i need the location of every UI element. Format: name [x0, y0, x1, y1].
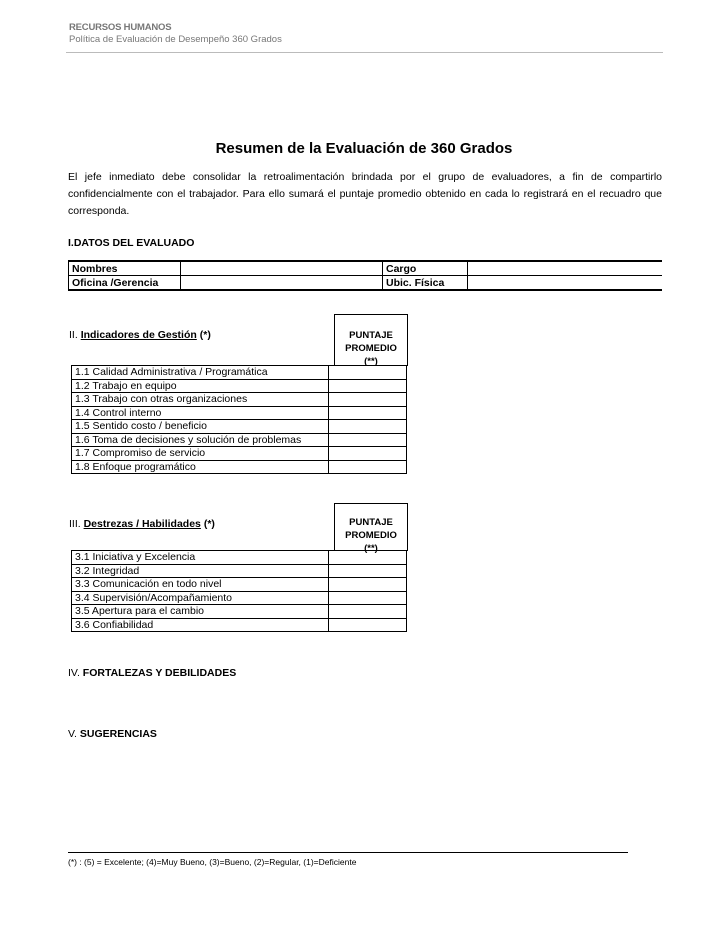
- section-2-heading: II. Indicadores de Gestión (*): [69, 329, 211, 341]
- table-row: [72, 433, 407, 447]
- ubicacion-label: Ubic. Física: [383, 276, 468, 291]
- evaluee-data-table: [68, 260, 662, 291]
- header-divider: [66, 52, 663, 53]
- nombres-field[interactable]: [181, 261, 383, 276]
- intro-paragraph: El jefe inmediato debe consolidar la retroalimentación brindada por el grupo de evaluadores, a fin de compartirlo confidencialmente con el trabajador. Para ello sumará el puntaje promedio obtenido en cada lo registrará en el recuadro que corresponda.: [68, 171, 662, 217]
- score-cell[interactable]: [329, 578, 407, 592]
- page-title: Resumen de la Evaluación de 360 Grados: [215, 140, 513, 157]
- ubicacion-field[interactable]: [468, 276, 663, 291]
- score-header: PUNTAJE PROMEDIO (**): [334, 503, 408, 551]
- table-row: [72, 366, 407, 380]
- footnote-divider: [68, 852, 628, 853]
- table-row: [72, 379, 407, 393]
- table-row: [72, 591, 407, 605]
- section-1-heading: I.DATOS DEL EVALUADO: [68, 237, 195, 249]
- section-4-title: FORTALEZAS Y DEBILIDADES: [82, 667, 237, 679]
- table-row: [72, 551, 407, 565]
- management-indicators-table: [71, 365, 407, 474]
- table-row: [72, 406, 407, 420]
- indicator-label: 3.6 Confiabilidad: [72, 618, 329, 632]
- oficina-field[interactable]: [181, 276, 383, 291]
- score-cell[interactable]: [329, 551, 407, 565]
- table-row: [72, 618, 407, 632]
- score-cell[interactable]: [329, 605, 407, 619]
- table-row: [72, 460, 407, 474]
- score-cell[interactable]: [329, 433, 407, 447]
- table-row: [72, 420, 407, 434]
- score-cell[interactable]: [329, 564, 407, 578]
- table-row: [72, 393, 407, 407]
- section-5-title: SUGERENCIAS: [79, 728, 157, 740]
- table-row: [72, 447, 407, 461]
- indicator-label: 3.4 Supervisión/Acompañamiento: [72, 591, 329, 605]
- skills-table: [71, 550, 407, 632]
- indicator-label: 3.1 Iniciativa y Excelencia: [72, 551, 329, 565]
- indicator-label: 3.2 Integridad: [72, 564, 329, 578]
- indicator-label: 1.3 Trabajo con otras organizaciones: [72, 393, 329, 407]
- table-row: [72, 578, 407, 592]
- section-4-heading: IV. FORTALEZAS Y DEBILIDADES: [68, 667, 237, 679]
- table-row: [69, 276, 663, 291]
- section-2-title: Indicadores de Gestión: [80, 329, 197, 341]
- indicator-label: 1.2 Trabajo en equipo: [72, 379, 329, 393]
- indicator-label: 1.4 Control interno: [72, 406, 329, 420]
- document-header: [69, 22, 282, 46]
- indicator-label: 1.6 Toma de decisiones y solución de problemas: [72, 433, 329, 447]
- indicator-label: 1.5 Sentido costo / beneficio: [72, 420, 329, 434]
- indicator-label: 1.7 Compromiso de servicio: [72, 447, 329, 461]
- indicator-label: 1.8 Enfoque programático: [72, 460, 329, 474]
- score-cell[interactable]: [329, 393, 407, 407]
- department-name: RECURSOS HUMANOS: [69, 22, 172, 33]
- footnote: (*) : (5) = Excelente; (4)=Muy Bueno, (3)=Bueno, (2)=Regular, (1)=Deficiente: [68, 857, 357, 867]
- score-cell[interactable]: [329, 366, 407, 380]
- nombres-label: Nombres: [69, 261, 181, 276]
- oficina-label: Oficina /Gerencia: [69, 276, 181, 291]
- score-cell[interactable]: [329, 460, 407, 474]
- indicator-label: 3.5 Apertura para el cambio: [72, 605, 329, 619]
- section-1-title: DATOS DEL EVALUADO: [73, 237, 195, 249]
- table-row: [72, 605, 407, 619]
- section-3-title: Destrezas / Habilidades: [83, 518, 201, 530]
- indicator-label: 3.3 Comunicación en todo nivel: [72, 578, 329, 592]
- indicator-label: 1.1 Calidad Administrativa / Programática: [72, 366, 329, 380]
- score-cell[interactable]: [329, 406, 407, 420]
- score-cell[interactable]: [329, 618, 407, 632]
- section-3-heading: III. Destrezas / Habilidades (*): [69, 518, 215, 530]
- table-row: [72, 564, 407, 578]
- score-cell[interactable]: [329, 591, 407, 605]
- score-header: PUNTAJE PROMEDIO (**): [334, 314, 408, 366]
- policy-name: Política de Evaluación de Desempeño 360 Grados: [69, 34, 282, 45]
- section-5-heading: V. SUGERENCIAS: [68, 728, 157, 740]
- score-cell[interactable]: [329, 379, 407, 393]
- cargo-field[interactable]: [468, 261, 663, 276]
- score-cell[interactable]: [329, 447, 407, 461]
- score-cell[interactable]: [329, 420, 407, 434]
- cargo-label: Cargo: [383, 261, 468, 276]
- table-row: [69, 261, 663, 276]
